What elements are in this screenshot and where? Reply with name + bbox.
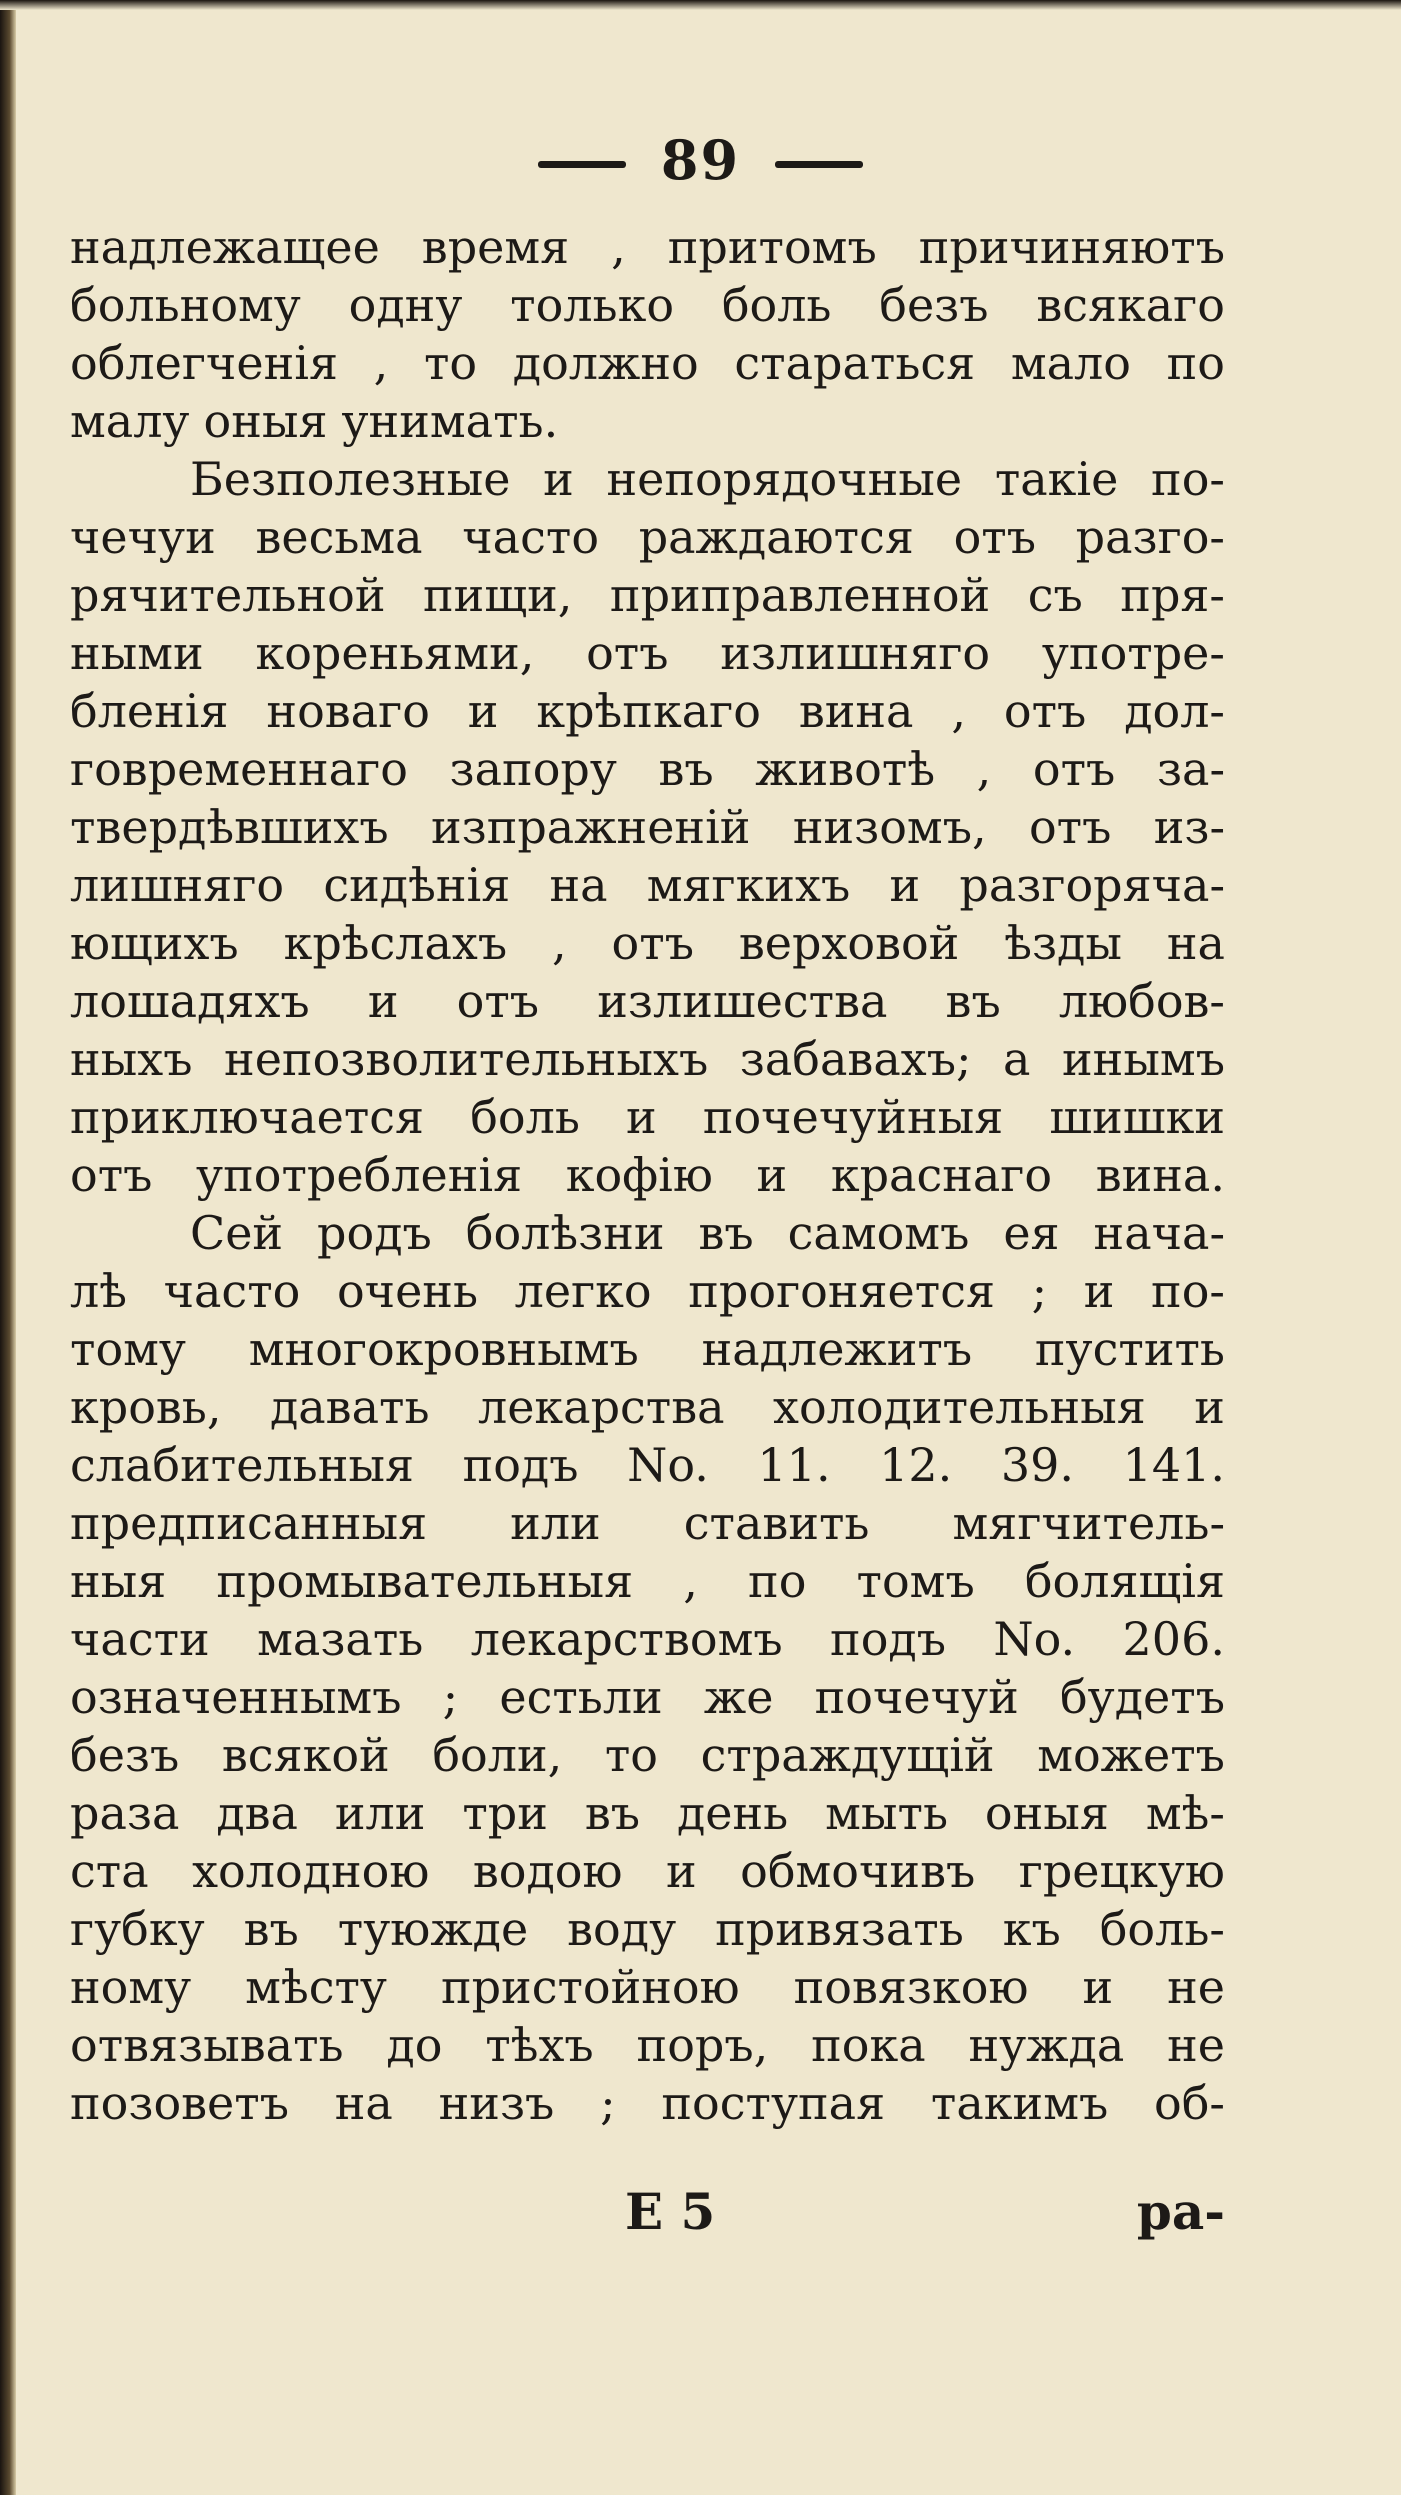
word: , [951, 684, 966, 738]
word: ея [1003, 1206, 1060, 1260]
word: въ [945, 974, 1001, 1028]
word: боли, [432, 1728, 563, 1782]
word: давать [269, 1380, 430, 1434]
word: стараться [734, 336, 976, 390]
word: легко [514, 1264, 652, 1318]
word: непорядочные [606, 452, 963, 506]
word: рячительной [70, 568, 386, 622]
word: No. [993, 1612, 1076, 1666]
word: из- [1153, 800, 1225, 854]
word: части [70, 1612, 210, 1666]
word: ; [442, 1670, 459, 1724]
text-line [70, 798, 1225, 856]
word: отъ [953, 510, 1036, 564]
word: животѣ [755, 742, 936, 796]
word: часто [462, 510, 600, 564]
word: время [421, 220, 570, 274]
word: мягкихъ [646, 858, 851, 912]
word: томъ [856, 1554, 975, 1608]
word: подъ [462, 1438, 579, 1492]
word: ныя [70, 1554, 167, 1608]
word: одну [348, 278, 463, 332]
word: въ [658, 742, 714, 796]
word: нача- [1093, 1206, 1225, 1260]
word: лѣ [70, 1264, 127, 1318]
word: излишняго [720, 626, 991, 680]
word: можетъ [1037, 1728, 1225, 1782]
word: болѣзни [465, 1206, 665, 1260]
word: а [1003, 1032, 1031, 1086]
text-line [70, 1088, 1225, 1146]
word: нужда [968, 2018, 1125, 2072]
word: въ [584, 1786, 641, 1840]
text-line [70, 334, 1225, 392]
page-body [70, 218, 1225, 2132]
word: любов- [1058, 974, 1225, 1028]
word: , [552, 916, 567, 970]
word: 141. [1122, 1438, 1225, 1492]
word: ста [70, 1844, 149, 1898]
word: отъ [1003, 684, 1087, 738]
word: шишки [1049, 1090, 1225, 1144]
word: кореньями, [255, 626, 535, 680]
text-line [70, 1146, 1225, 1204]
word: крѣпкаго [536, 684, 761, 738]
word: болящія [1024, 1554, 1225, 1608]
word: страждущій [700, 1728, 995, 1782]
text-line [70, 2016, 1225, 2074]
word: поступая [661, 2076, 886, 2130]
word: новаго [266, 684, 430, 738]
word: всякаго [1036, 278, 1225, 332]
text-line [70, 1552, 1225, 1610]
word: чечуи [70, 510, 216, 564]
word: не [1167, 1960, 1225, 2014]
word: кофію [565, 1148, 713, 1202]
word: повязкою [793, 1960, 1029, 2014]
word: краснаго [830, 1148, 1053, 1202]
word: , [611, 220, 626, 274]
word: вина [798, 684, 914, 738]
word: грецкую [1018, 1844, 1225, 1898]
word: надлежитъ [701, 1322, 973, 1376]
word: по- [1151, 452, 1225, 506]
word: и [467, 684, 499, 738]
word: ными [70, 626, 204, 680]
word: и [756, 1148, 788, 1202]
word: ставить [683, 1496, 870, 1550]
word: раза [70, 1786, 180, 1840]
word: лишняго [70, 858, 285, 912]
text-line [70, 1668, 1225, 1726]
word: и [1082, 1960, 1114, 2014]
word: пустить [1034, 1322, 1225, 1376]
word: об- [1154, 2076, 1225, 2130]
text-line [70, 740, 1225, 798]
text-line [70, 1784, 1225, 1842]
word: и [889, 858, 921, 912]
word: должно [512, 336, 699, 390]
word: отъ [1032, 742, 1116, 796]
text-line [70, 1900, 1225, 1958]
word: такимъ [930, 2076, 1109, 2130]
word: отъ [611, 916, 694, 970]
word: холодною [192, 1844, 430, 1898]
text-line [70, 1030, 1225, 1088]
word: мазать [257, 1612, 424, 1666]
word: же [703, 1670, 774, 1724]
word: весьма [255, 510, 423, 564]
word: часто [163, 1264, 301, 1318]
word: низъ [438, 2076, 555, 2130]
word: на [1166, 916, 1225, 970]
word: и [543, 452, 574, 506]
word: и [1194, 1380, 1225, 1434]
word: поръ, [636, 2018, 769, 2072]
word: будетъ [1059, 1670, 1225, 1724]
word: ныхъ [70, 1032, 193, 1086]
word: разго- [1075, 510, 1225, 564]
word: по [1166, 336, 1225, 390]
word: и [666, 1844, 697, 1898]
text-line [70, 276, 1225, 334]
word: , [976, 742, 992, 796]
text-line [70, 914, 1225, 972]
word: лекарствомъ [470, 1612, 783, 1666]
word: и [367, 974, 399, 1028]
word: причиняютъ [918, 220, 1225, 274]
word: , [373, 336, 389, 390]
word: разгоряча- [959, 858, 1225, 912]
word: дол- [1124, 684, 1225, 738]
word: 12. [879, 1438, 953, 1492]
word: мягчитель- [952, 1496, 1225, 1550]
word: такіе [994, 452, 1119, 506]
word: употре- [1041, 626, 1225, 680]
word: 206. [1122, 1612, 1225, 1666]
word: мыть [825, 1786, 948, 1840]
word: употребленія [196, 1148, 523, 1202]
word: кровь, [70, 1380, 222, 1434]
word: мѣсту [245, 1960, 387, 2014]
word: два [216, 1786, 298, 1840]
word: по [748, 1554, 807, 1608]
word: твердѣвшихъ [70, 800, 389, 854]
page-header [0, 128, 1401, 192]
word: , [683, 1554, 698, 1608]
word: тѣхъ [485, 2018, 594, 2072]
word: изпражненій [430, 800, 751, 854]
text-line [70, 856, 1225, 914]
word: оныя [203, 394, 328, 448]
word: обмочивъ [740, 1844, 976, 1898]
word: подъ [830, 1612, 946, 1666]
header-dash-left [538, 161, 626, 168]
word: пока [811, 2018, 926, 2072]
word: промывательныя [216, 1554, 634, 1608]
word: пря- [1120, 568, 1225, 622]
word: инымъ [1062, 1032, 1225, 1086]
word: день [676, 1786, 789, 1840]
text-line [70, 624, 1225, 682]
word: мѣ- [1145, 1786, 1225, 1840]
word: вина. [1095, 1148, 1225, 1202]
word: мало [1010, 336, 1131, 390]
word: или [334, 1786, 426, 1840]
word: то [423, 336, 478, 390]
word: бленія [70, 684, 229, 738]
word: боль [470, 1090, 580, 1144]
word: холодительныя [773, 1380, 1146, 1434]
text-line [70, 218, 1225, 276]
word: приключается [70, 1090, 425, 1144]
word: только [510, 278, 675, 332]
text-line [70, 1262, 1225, 1320]
text-line [70, 392, 1225, 450]
word: запору [449, 742, 617, 796]
word: ному [70, 1960, 192, 2014]
word: отвязывать [70, 2018, 344, 2072]
word: или [510, 1496, 601, 1550]
word: Безполезные [190, 452, 511, 506]
text-line [70, 1494, 1225, 1552]
word: тому [70, 1322, 186, 1376]
text-line [70, 566, 1225, 624]
word: многокровнымъ [248, 1322, 639, 1376]
text-line [70, 1320, 1225, 1378]
word: малу [70, 394, 190, 448]
word: привязать [715, 1902, 964, 1956]
word: до [386, 2018, 443, 2072]
word: ющихъ [70, 916, 239, 970]
word: означеннымъ [70, 1670, 402, 1724]
word: ѣзды [1004, 916, 1122, 970]
text-line [70, 1204, 1225, 1262]
word: отъ [1028, 800, 1112, 854]
word: не [1167, 2018, 1225, 2072]
word: къ [1002, 1902, 1061, 1956]
word: крѣслахъ [283, 916, 508, 970]
word: пристойною [440, 1960, 740, 2014]
text-line [70, 682, 1225, 740]
word: туюжде [337, 1902, 529, 1956]
word: всякой [221, 1728, 390, 1782]
page-number: 89 [660, 128, 741, 192]
header-dash-right [775, 161, 863, 168]
word: боль- [1099, 1902, 1225, 1956]
word: очень [336, 1264, 479, 1318]
word: говременнаго [70, 742, 408, 796]
catchword: ра- [1136, 2182, 1225, 2241]
word: въ [698, 1206, 754, 1260]
word: предписанныя [70, 1496, 428, 1550]
word: отъ [586, 626, 669, 680]
text-line [70, 1958, 1225, 2016]
text-line [70, 1842, 1225, 1900]
word: на [549, 858, 608, 912]
word: раждаются [638, 510, 914, 564]
word: верховой [738, 916, 960, 970]
word: лекарства [477, 1380, 725, 1434]
word: водою [472, 1844, 623, 1898]
word: въ [243, 1902, 299, 1956]
page-footer [70, 2182, 1225, 2244]
word: боль [721, 278, 832, 332]
word: ; [1031, 1264, 1048, 1318]
word: притомъ [667, 220, 877, 274]
word: сидѣнія [323, 858, 511, 912]
text-line [70, 1378, 1225, 1436]
word: непозволительныхъ [224, 1032, 709, 1086]
word: съ [1027, 568, 1083, 622]
text-line [70, 1436, 1225, 1494]
word: родъ [317, 1206, 432, 1260]
text-line [70, 508, 1225, 566]
text-line [70, 1726, 1225, 1784]
text-line [70, 2074, 1225, 2132]
text-line [70, 1610, 1225, 1668]
text-line [70, 450, 1225, 508]
word: ; [600, 2076, 616, 2130]
word: 39. [1000, 1438, 1074, 1492]
word: Сей [190, 1206, 284, 1260]
word: безъ [879, 278, 989, 332]
word: за- [1156, 742, 1225, 796]
word: приправленной [609, 568, 991, 622]
word: на [334, 2076, 393, 2130]
word: слабительныя [70, 1438, 414, 1492]
word: No. [627, 1438, 709, 1492]
word: самомъ [787, 1206, 970, 1260]
word: то [604, 1728, 659, 1782]
word: естьли [499, 1670, 663, 1724]
word: облегченія [70, 336, 338, 390]
word: и [1083, 1264, 1115, 1318]
word: 11. [757, 1438, 831, 1492]
word: отъ [456, 974, 540, 1028]
word: безъ [70, 1728, 180, 1782]
word: по- [1151, 1264, 1225, 1318]
signature-mark: E 5 [625, 2182, 716, 2241]
word: надлежащее [70, 220, 380, 274]
word: оныя [984, 1786, 1109, 1840]
word: излишества [597, 974, 888, 1028]
word: пищи, [423, 568, 573, 622]
word: унимать. [341, 394, 559, 448]
word: губку [70, 1902, 205, 1956]
text-line [70, 972, 1225, 1030]
word: отъ [70, 1148, 153, 1202]
word: забавахъ; [739, 1032, 972, 1086]
word: низомъ, [792, 800, 987, 854]
word: прогоняется [688, 1264, 995, 1318]
word: почечуй [814, 1670, 1019, 1724]
word: воду [567, 1902, 677, 1956]
word: и [626, 1090, 657, 1144]
word: позоветъ [70, 2076, 289, 2130]
word: лошадяхъ [70, 974, 310, 1028]
word: три [462, 1786, 548, 1840]
word: больному [70, 278, 301, 332]
word: почечуйныя [702, 1090, 1004, 1144]
